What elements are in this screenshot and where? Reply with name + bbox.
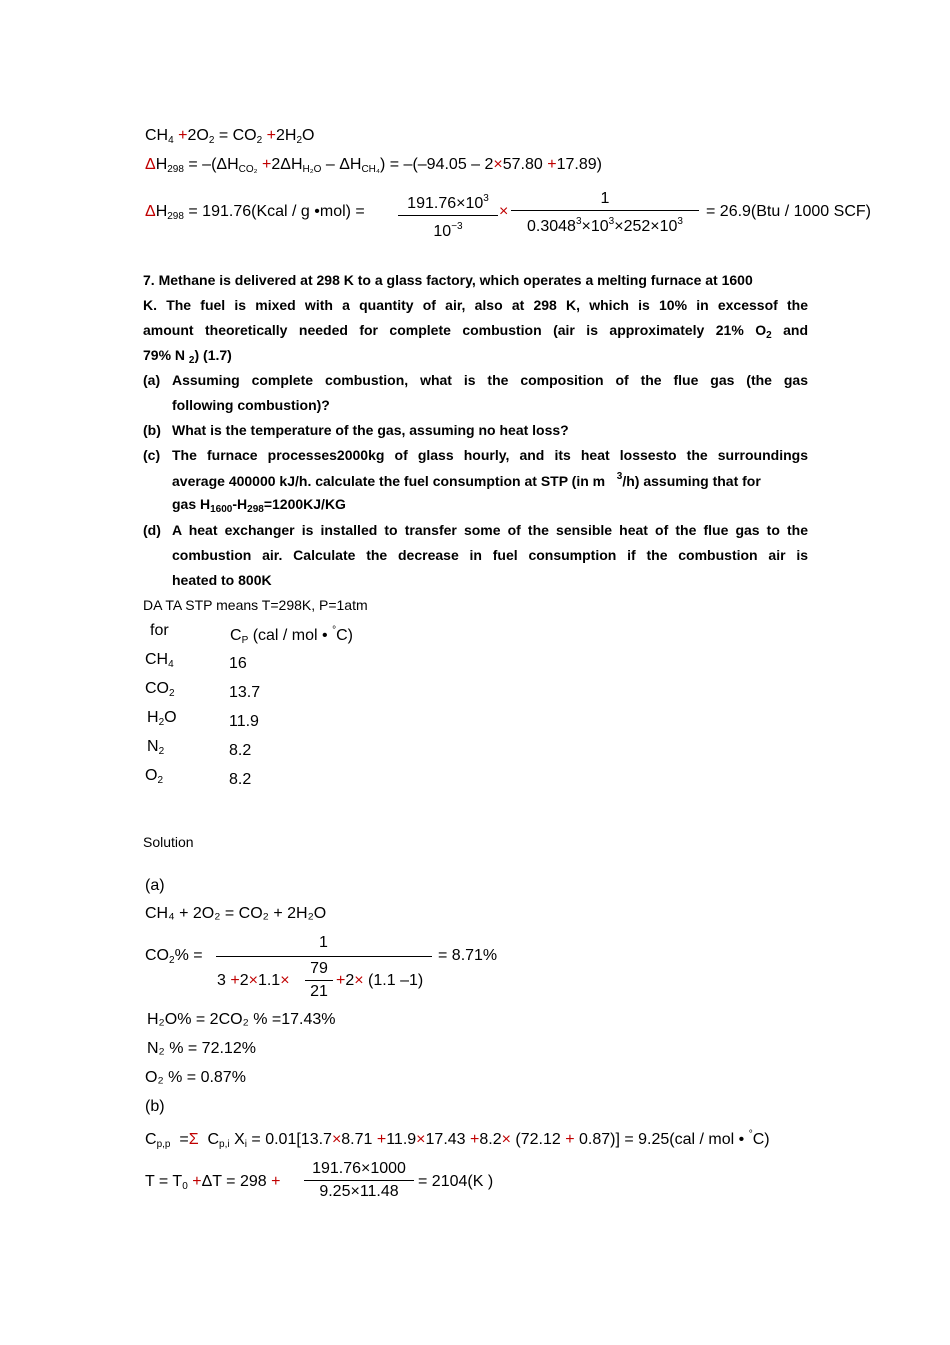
equation-text: 11.9 xyxy=(386,1131,417,1148)
reaction-term: 2H xyxy=(275,127,297,144)
cp-mix-equation xyxy=(145,1129,770,1150)
bullet-dot: • xyxy=(738,1131,745,1148)
equation-text: ΔH xyxy=(280,156,303,173)
fraction-bar xyxy=(216,956,432,957)
item-text-part: /h) assuming that for xyxy=(622,473,761,489)
superscript: 3 xyxy=(616,471,623,482)
degree-sign: ° xyxy=(332,625,337,636)
co2-result: = 8.71% xyxy=(438,947,498,964)
fraction-numerator xyxy=(398,188,498,215)
fraction-numerator: 191.76×1000 xyxy=(312,1160,406,1177)
temperature-lhs xyxy=(145,1173,280,1192)
den-text: ×252×10 xyxy=(614,218,678,235)
fraction-1 xyxy=(398,188,498,243)
plus-sign: + xyxy=(470,1131,480,1148)
equation-text: = –( xyxy=(188,156,217,173)
sigma-symbol: Σ xyxy=(188,1131,199,1148)
times-sign: × xyxy=(499,203,509,220)
reaction-term: 2O xyxy=(187,127,209,144)
cp-units: (cal / mol xyxy=(252,627,318,644)
equation-text: T = T xyxy=(145,1173,183,1190)
data-note: DA TA STP means T=298K, P=1atm xyxy=(143,597,368,613)
enthalpy-h: H xyxy=(155,156,168,173)
temperature-fraction xyxy=(304,1158,414,1203)
enthalpy-sub: 298 xyxy=(167,164,184,175)
item-text-part: gas H xyxy=(172,496,211,512)
subscript: 0 xyxy=(182,1181,188,1192)
equation-text: ΔH xyxy=(339,156,362,173)
cp-symbol: C xyxy=(230,627,242,644)
table-row-value: 8.2 xyxy=(229,771,252,788)
exponent: 3 xyxy=(483,193,489,204)
subscript: 2 xyxy=(188,355,195,366)
item-label-d: (d) xyxy=(143,522,161,538)
equation-text: ΔH xyxy=(216,156,239,173)
problem-line: 7. Methane is delivered at 298 K to a glass factory, which operates a melting furnace at 1600 xyxy=(143,272,753,288)
solution-part-b: (b) xyxy=(145,1098,165,1115)
equals-sign: = xyxy=(179,1131,189,1148)
equation-text: 17.89) xyxy=(556,156,602,173)
enthalpy-line xyxy=(145,156,602,175)
plus-sign: + xyxy=(547,156,557,173)
item-text-part: =1200KJ/KG xyxy=(263,496,346,512)
solution-part-a: (a) xyxy=(145,877,165,894)
subscript: p,p xyxy=(156,1139,171,1150)
co2-lhs xyxy=(145,947,203,966)
item-label-a: (a) xyxy=(143,372,161,388)
plus-sign: + xyxy=(336,972,346,989)
subscript: 2 xyxy=(157,775,164,786)
equation-text: mol) = xyxy=(319,203,365,220)
subscript: p,i xyxy=(219,1139,230,1150)
times-sign: × xyxy=(280,972,290,989)
times-sign: × xyxy=(416,1131,426,1148)
top-reaction xyxy=(145,127,314,146)
item-text xyxy=(172,471,808,489)
equation-text: (72.12 xyxy=(510,1131,561,1148)
reaction-sub: 2 xyxy=(256,135,263,146)
species-name: O xyxy=(145,767,158,784)
solution-title: Solution xyxy=(143,834,194,850)
equation-text: 57.80 xyxy=(502,156,543,173)
enthalpy-sub: CO₂ xyxy=(238,164,258,175)
problem-line xyxy=(143,322,808,341)
enthalpy-sub: CH₄ xyxy=(361,164,380,175)
item-text: Assuming complete combustion, what is the composition of the flue gas (the gas xyxy=(172,372,808,388)
problem-line: K. The fuel is mixed with a quantity of air, also at 298 K, which is 10% in excessof the xyxy=(143,297,808,313)
den-text: 0.3048 xyxy=(527,218,576,235)
fraction-denominator: 21 xyxy=(310,983,328,1000)
item-text xyxy=(172,496,808,515)
reaction-sub: 2 xyxy=(296,135,302,146)
subscript: 2 xyxy=(158,717,165,728)
table-row-name xyxy=(145,651,174,670)
n2-percent: N₂ % = 72.12% xyxy=(147,1040,256,1057)
item-text: following combustion)? xyxy=(172,397,330,413)
subscript: 2 xyxy=(169,955,175,966)
times-sign: × xyxy=(248,972,258,989)
equation-text: 17.43 xyxy=(425,1131,466,1148)
problem-line xyxy=(143,347,232,366)
cp-units: C) xyxy=(336,627,353,644)
plus-sign: + xyxy=(376,1131,387,1148)
subscript: P xyxy=(241,635,249,646)
exponent: 3 xyxy=(677,216,683,227)
table-row-value: 16 xyxy=(229,655,247,672)
equation-text: CO xyxy=(145,947,169,964)
subscript: 4 xyxy=(168,659,174,670)
minus-sign: – xyxy=(325,156,335,173)
plus-sign: + xyxy=(271,1173,281,1190)
conversion-lhs xyxy=(145,203,365,222)
plus-sign: + xyxy=(192,1173,202,1190)
item-text-part: -H xyxy=(232,496,248,512)
table-row-value: 11.9 xyxy=(229,713,259,730)
equation-text: C xyxy=(207,1131,220,1148)
equation-text: = 191.76(Kcal / g xyxy=(188,203,310,220)
subscript: 2 xyxy=(158,746,165,757)
plus-sign: + xyxy=(262,156,272,173)
plus-sign: + xyxy=(230,972,240,989)
plus-sign: + xyxy=(266,127,276,144)
o2-percent: O₂ % = 0.87% xyxy=(145,1069,246,1086)
fraction-denominator xyxy=(398,216,498,243)
equation-text: 8.71 xyxy=(341,1131,373,1148)
degree-sign: ° xyxy=(748,1129,753,1140)
item-text: combustion air. Calculate the decrease in fuel consumption if the combustion air is xyxy=(172,547,808,563)
equation-text: 2 xyxy=(239,972,249,989)
bullet-dot: • xyxy=(322,627,328,644)
fraction-denominator: 9.25×11.48 xyxy=(319,1183,399,1200)
num-text: 191.76×10 xyxy=(407,195,484,212)
table-row-name xyxy=(147,738,164,757)
equation-text: C xyxy=(145,1131,157,1148)
fraction-numerator: 79 xyxy=(310,960,328,977)
problem-text: 79% N xyxy=(143,347,189,363)
exponent: 3 xyxy=(575,216,582,227)
problem-text: ) (1.7) xyxy=(194,347,232,363)
equation-text: % = xyxy=(174,947,203,964)
fraction-79-21 xyxy=(305,958,333,1003)
item-text: What is the temperature of the gas, assuming no heat loss? xyxy=(172,422,569,438)
table-row-name xyxy=(145,767,163,786)
exponent: −3 xyxy=(451,221,463,232)
den-text: 10 xyxy=(433,223,452,240)
co2-denominator-tail xyxy=(336,972,423,990)
table-row-name xyxy=(145,680,175,699)
problem-text: amount theoretically needed for complete combustion (air is approximately 21% O xyxy=(143,322,767,338)
fraction-denominator xyxy=(511,211,699,238)
reaction-term: O xyxy=(302,127,315,144)
reaction-sub: 4 xyxy=(168,135,174,146)
item-text-part: average 400000 kJ/h. calculate the fuel consumption at STP (in m xyxy=(172,473,606,489)
conversion-result: = 26.9(Btu / 1000 SCF) xyxy=(706,203,871,220)
table-row-value: 8.2 xyxy=(229,742,252,759)
equation-text: 3 xyxy=(217,972,226,989)
subscript: 1600 xyxy=(210,504,233,515)
table-row-value: 13.7 xyxy=(229,684,261,701)
item-text: heated to 800K xyxy=(172,572,272,588)
den-text: ×10 xyxy=(581,218,609,235)
reaction-sub: 2 xyxy=(208,135,215,146)
subscript: 2 xyxy=(169,688,175,699)
enthalpy-h: H xyxy=(155,203,168,220)
equation-text: C) xyxy=(752,1131,770,1148)
times-sign: × xyxy=(501,1131,511,1148)
co2-numerator: 1 xyxy=(319,934,328,951)
times-sign: × xyxy=(354,972,364,989)
enthalpy-sub: 298 xyxy=(167,211,184,222)
plus-sign: + xyxy=(565,1131,575,1148)
equation-text: 2 xyxy=(271,156,281,173)
fraction-numerator: 1 xyxy=(600,190,610,207)
item-text: The furnace processes2000kg of glass hourly, and its heat lossesto the surroundings xyxy=(172,447,808,463)
bullet-dot: • xyxy=(314,203,320,220)
item-label-b: (b) xyxy=(143,422,161,438)
table-header-cp xyxy=(230,625,353,646)
item-label-c: (c) xyxy=(143,447,161,463)
enthalpy-sub: H₂O xyxy=(302,164,322,175)
problem-text: and xyxy=(771,322,808,338)
delta-symbol: Δ xyxy=(145,156,156,173)
exponent: 3 xyxy=(608,216,615,227)
subscript: 298 xyxy=(247,504,264,515)
co2-denominator xyxy=(217,972,290,990)
item-text: A heat exchanger is installed to transfer some of the sensible heat of the flue gas to the xyxy=(172,522,808,538)
equation-text: 2 xyxy=(345,972,355,989)
equation-text: ) = –(–94.05 – 2 xyxy=(379,156,494,173)
species-name: H xyxy=(147,709,159,726)
solution-reaction: CH₄ + 2O₂ = CO₂ + 2H₂O xyxy=(145,905,327,922)
equation-text: X xyxy=(234,1131,245,1148)
table-row-name xyxy=(147,709,177,728)
reaction-term: CO xyxy=(232,127,257,144)
fraction-2 xyxy=(511,188,699,238)
species-name: CO xyxy=(145,680,169,697)
equation-text: 0.87)] = 9.25(cal / mol xyxy=(574,1131,735,1148)
equation-text: = 0.01[13.7 xyxy=(251,1131,332,1148)
equation-text: 1.1 xyxy=(257,972,281,989)
times-sign: × xyxy=(331,1131,342,1148)
equation-text: 8.2 xyxy=(479,1131,502,1148)
times-sign: × xyxy=(493,156,503,173)
species-name: CH xyxy=(145,651,169,668)
delta-symbol: Δ xyxy=(145,203,156,220)
h2o-percent: H₂O% = 2CO₂ % =17.43% xyxy=(147,1011,336,1028)
reaction-ch: CH xyxy=(145,127,169,144)
species-name: O xyxy=(164,709,177,726)
equals-sign: = xyxy=(218,127,229,144)
temperature-result: = 2104(K ) xyxy=(418,1173,494,1190)
subscript: i xyxy=(244,1139,247,1150)
equation-text: ΔT = 298 xyxy=(201,1173,267,1190)
species-name: N xyxy=(147,738,159,755)
subscript: 2 xyxy=(766,330,772,341)
plus-sign: + xyxy=(178,127,188,144)
equation-text: (1.1 –1) xyxy=(368,972,424,989)
table-header-for: for xyxy=(150,622,169,639)
